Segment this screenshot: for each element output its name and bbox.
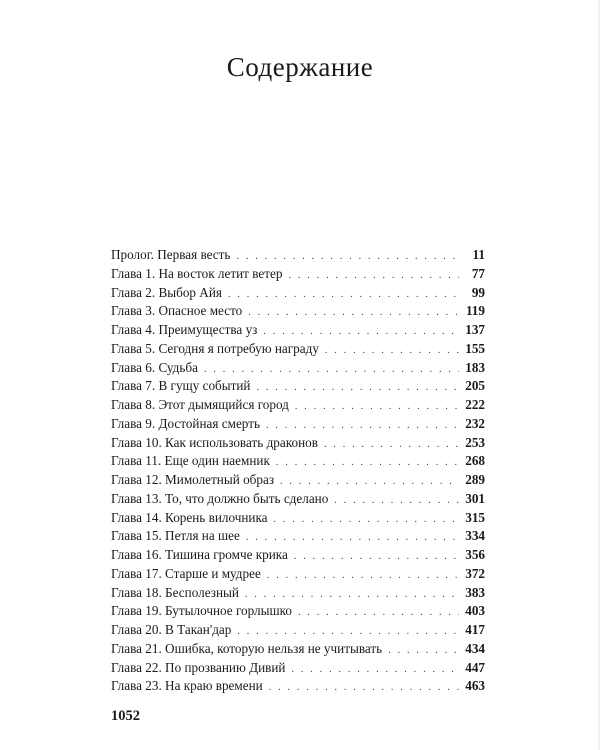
toc-entry: [111, 527, 485, 546]
toc-entry-page: 77: [471, 265, 485, 281]
toc-entry-page: 356: [465, 547, 485, 562]
toc-entry-page: 447: [465, 659, 485, 675]
dot-leader: [288, 267, 459, 286]
toc-entry: [111, 434, 485, 453]
toc-entry-page: 137: [465, 322, 485, 337]
toc-entry-page: 222: [465, 397, 485, 412]
dot-leader: [274, 511, 459, 530]
toc-entry-title: Глава 10. Как использовать драконов: [111, 434, 318, 450]
toc-entry: [111, 584, 485, 603]
toc-entry-title: Глава 13. То, что должно быть сделано: [111, 490, 329, 506]
toc-entry: [111, 340, 485, 359]
toc-entry-title: Глава 17. Старше и мудрее: [111, 565, 261, 581]
toc-entry-page: 417: [465, 622, 485, 637]
dot-leader: [388, 642, 459, 661]
toc-entry: [111, 265, 485, 284]
dot-leader: [267, 567, 459, 586]
toc-entry-page: 119: [465, 303, 485, 319]
toc-entry-page: 334: [465, 528, 485, 544]
dot-leader: [324, 436, 459, 455]
toc-entry-title: Глава 2. Выбор Айя: [111, 284, 222, 300]
toc-entry: [111, 621, 485, 640]
toc-entry-title: Глава 21. Ошибка, которую нельзя не учитывать: [111, 640, 383, 656]
toc-entry: [111, 659, 485, 678]
toc-entry-page: 232: [465, 415, 485, 431]
dot-leader: [295, 398, 459, 417]
toc-entry-title: Глава 14. Корень вилочника: [111, 509, 268, 525]
toc-entry-title: Глава 12. Мимолетный образ: [111, 472, 275, 487]
toc-entry-page: 383: [465, 584, 485, 600]
toc-entry-title: Глава 9. Достойная смерть: [111, 415, 260, 431]
toc-entry: [111, 565, 485, 584]
toc-entry-title: Глава 16. Тишина громче крика: [111, 547, 288, 562]
toc-entry-title: Глава 7. В гущу событий: [111, 378, 251, 394]
toc-entry-title: Глава 5. Сегодня я потребую награду: [111, 340, 319, 356]
toc-entry-title: Глава 19. Бутылочное горлышко: [111, 603, 292, 619]
toc-entry-page: 372: [465, 565, 485, 581]
dot-leader: [298, 604, 459, 623]
toc-entry: [111, 640, 485, 659]
toc-entry-title: Глава 20. В Такан'дар: [111, 622, 232, 637]
toc-entry: [111, 452, 485, 471]
toc-entry-title: Глава 11. Еще один наемник: [111, 453, 270, 469]
toc-entry: [111, 377, 485, 396]
toc-entry: [111, 284, 485, 303]
toc-entry-title: Глава 15. Петля на шее: [111, 528, 240, 544]
table-of-contents: [111, 246, 485, 696]
toc-entry: [111, 546, 485, 565]
dot-leader: [248, 304, 459, 323]
toc-entry-title: Глава 1. На восток летит ветер: [111, 265, 283, 281]
toc-entry-title: Глава 4. Преимущества уз: [111, 322, 258, 337]
toc-entry: [111, 321, 485, 340]
toc-entry: [111, 490, 485, 509]
toc-entry: [111, 415, 485, 434]
toc-entry-page: 155: [465, 340, 485, 356]
toc-entry-page: 183: [465, 359, 485, 375]
toc-entry-title: Глава 18. Бесполезный: [111, 584, 239, 600]
toc-entry-page: 301: [465, 490, 485, 506]
dot-leader: [325, 342, 459, 361]
toc-entry-page: 268: [465, 453, 485, 469]
toc-entry: [111, 677, 485, 696]
dot-leader: [269, 679, 459, 698]
toc-entry-page: 315: [465, 509, 485, 525]
toc-entry: [111, 302, 485, 321]
toc-entry-page: 253: [465, 434, 485, 450]
toc-entry-page: 463: [465, 678, 485, 694]
toc-entry: [111, 471, 485, 490]
toc-entry-title: Глава 8. Этот дымящийся город: [111, 397, 289, 412]
dot-leader: [291, 661, 459, 680]
page-number: 1052: [111, 708, 140, 724]
dot-leader: [294, 548, 459, 567]
dot-leader: [228, 286, 459, 305]
toc-entry: [111, 246, 485, 265]
toc-entry-page: 434: [465, 640, 485, 656]
toc-entry-page: 205: [465, 378, 485, 394]
toc-entry-page: 289: [465, 472, 485, 487]
toc-entry: [111, 359, 485, 378]
toc-entry: [111, 396, 485, 415]
toc-entry-title: Глава 6. Судьба: [111, 359, 198, 375]
toc-entry-page: 11: [472, 247, 485, 262]
page-title: Содержание: [226, 52, 374, 83]
toc-entry: [111, 509, 485, 528]
dot-leader: [334, 492, 459, 511]
toc-entry-title: Глава 23. На краю времени: [111, 678, 263, 694]
toc-entry-page: 99: [471, 284, 485, 300]
toc-entry-title: Пролог. Первая весть: [111, 247, 231, 262]
toc-entry-title: Глава 22. По прозванию Дивий: [111, 659, 286, 675]
toc-entry-page: 403: [465, 603, 485, 619]
toc-entry: [111, 602, 485, 621]
dot-leader: [276, 454, 459, 473]
toc-entry-title: Глава 3. Опасное место: [111, 303, 243, 319]
